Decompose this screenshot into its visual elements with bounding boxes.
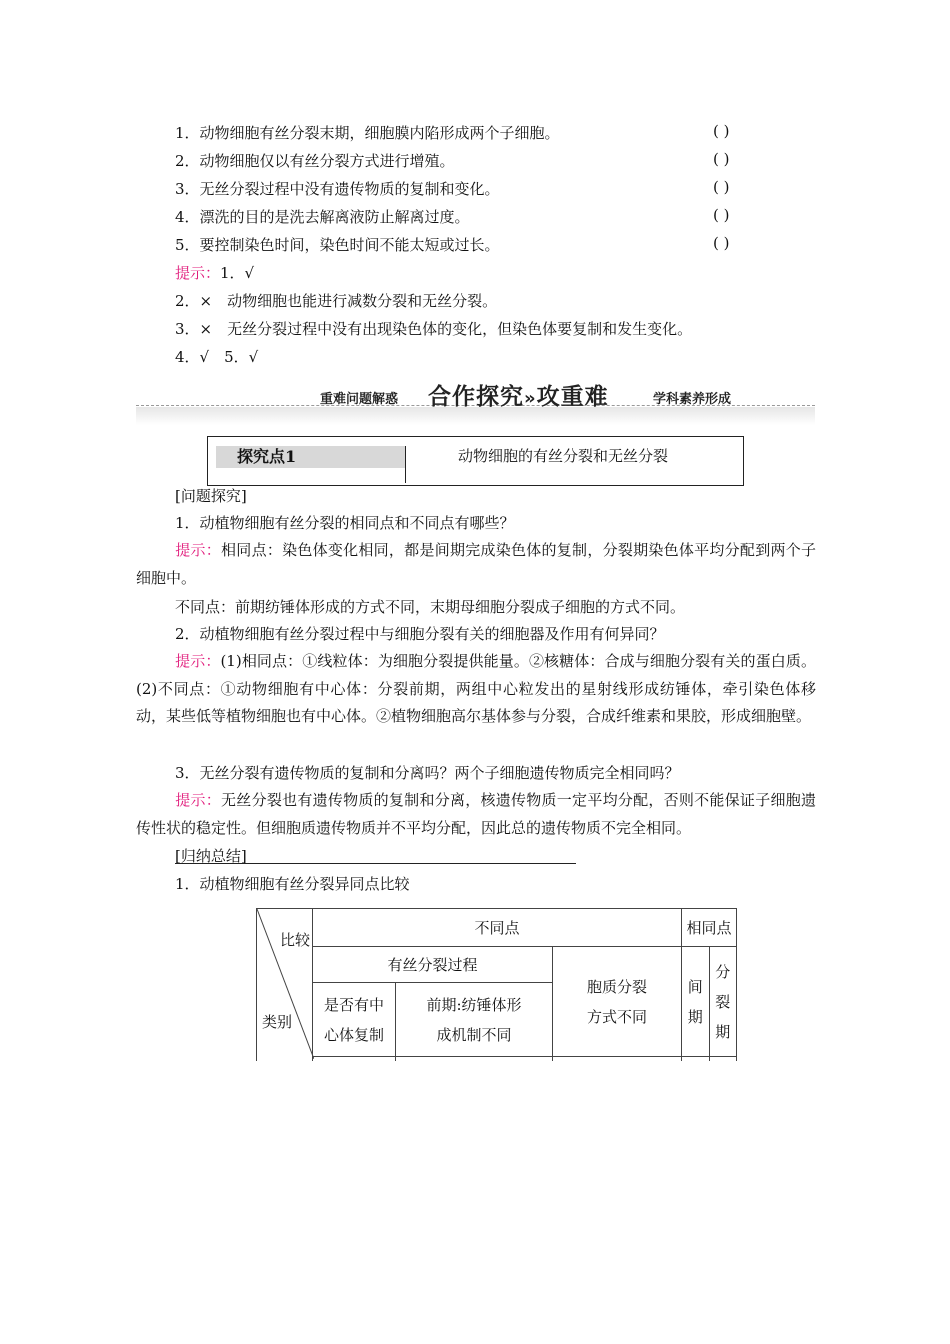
banner-title-main2: 攻重难 — [536, 384, 609, 410]
question-4: 4．漂洗的目的是洗去解离液防止解离过度。 — [175, 208, 470, 226]
summary-item-1: 1．动植物细胞有丝分裂异同点比较 — [175, 875, 410, 893]
header-prophase-text: 前期:纺锤体形成机制不同 — [426, 995, 522, 1044]
header-interphase — [682, 947, 710, 1057]
hint-answer-1 — [175, 262, 254, 283]
hint-label: 提示： — [175, 541, 222, 559]
header-cytokinesis-text: 胞质分裂方式不同 — [586, 977, 647, 1026]
banner-right-text: 学科素养形成 — [653, 392, 732, 407]
table-continuation-cell — [553, 1057, 682, 1061]
inquiry-answer-3 — [136, 787, 816, 842]
question-2: 2．动物细胞仅以有丝分裂方式进行增殖。 — [175, 152, 455, 170]
banner-title-main: 合作探究 — [428, 384, 524, 410]
table-continuation-cell — [396, 1057, 553, 1061]
answer-parens-1: ( ) — [713, 122, 730, 140]
header-compare: 比较 — [279, 931, 310, 949]
header-prophase — [396, 983, 553, 1057]
header-cytokinesis — [553, 947, 682, 1057]
question-1: 1．动物细胞有丝分裂末期，细胞膜内陷形成两个子细胞。 — [175, 124, 560, 142]
inquiry-answer-1 — [136, 537, 816, 592]
banner-title — [428, 378, 609, 411]
section-title: 动物细胞的有丝分裂和无丝分裂 — [458, 447, 669, 465]
answer-1: 1．√ — [220, 264, 255, 282]
banner-arrow-icon: » — [524, 388, 537, 409]
answer-parens-4: ( ) — [713, 206, 730, 224]
hint-label: 提示： — [175, 791, 222, 809]
header-category: 类别 — [262, 1012, 293, 1031]
header-centrosome — [313, 983, 396, 1057]
table-continuation-cell — [709, 1057, 737, 1061]
answer-2: 2．× 动物细胞也能进行减数分裂和无丝分裂。 — [175, 292, 498, 310]
inquiry-answer-2 — [136, 648, 816, 731]
section-tag-divider — [405, 446, 406, 483]
inquiry-question-2: 2．动植物细胞有丝分裂过程中与细胞分裂有关的细胞器及作用有何异同？ — [175, 625, 665, 643]
comparison-table — [256, 908, 737, 1061]
answer-3: 3．× 无丝分裂过程中没有出现染色体的变化，但染色体要复制和发生变化。 — [175, 320, 693, 338]
answer-different-points: 不同点：前期纺锤体形成的方式不同，末期母细胞分裂成子细胞的方式不同。 — [175, 598, 686, 616]
question-5: 5．要控制染色时间，染色时间不能太短或过长。 — [175, 236, 500, 254]
header-division-text: 分裂期 — [715, 962, 731, 1041]
banner-left-text: 重难问题解惑 — [320, 392, 399, 407]
answer-amitosis: 无丝分裂也有遗传物质的复制和分离，核遗传物质一定平均分配，否则不能保证子细胞遗传性状的稳定性。但细胞质遗传物质并不平均分配，因此总的遗传物质不完全相同。 — [136, 791, 816, 837]
header-diagonal-cell — [257, 909, 313, 1057]
table-continuation-cell — [682, 1057, 710, 1061]
answer-4-5: 4．√ 5．√ — [175, 348, 259, 366]
answer-organelles: (1)相同点：①线粒体：为细胞分裂提供能量。②核糖体：合成与细胞分裂有关的蛋白质。(2)不同点：①动物细胞有中心体：分裂前期，两组中心粒发出的星射线形成纺锤体，牵引染色体移动，某些低等植物细胞也有中心体。②植物细胞高尔基体参与分裂，合成纤维素和果胶，形成细胞壁。 — [136, 652, 816, 726]
header-interphase-text: 间期 — [687, 977, 703, 1026]
answer-same-points: 相同点：染色体变化相同，都是间期完成染色体的复制，分裂期染色体平均分配到两个子细胞中。 — [136, 541, 816, 587]
summary-heading: [归纳总结] — [175, 847, 247, 865]
table-continuation-cell — [313, 1057, 396, 1061]
answer-parens-2: ( ) — [713, 150, 730, 168]
header-different: 不同点 — [313, 909, 682, 947]
header-centrosome-text: 是否有中心体复制 — [323, 995, 384, 1044]
inquiry-heading: [问题探究] — [175, 487, 247, 505]
inquiry-question-3: 3．无丝分裂有遗传物质的复制和分离吗？两个子细胞遗传物质完全相同吗？ — [175, 764, 680, 782]
header-division — [709, 947, 737, 1057]
header-same: 相同点 — [682, 909, 737, 947]
hint-label: 提示： — [175, 652, 221, 670]
answer-parens-3: ( ) — [713, 178, 730, 196]
section-tag: 探究点1 — [237, 447, 297, 466]
answer-parens-5: ( ) — [713, 234, 730, 252]
question-3: 3．无丝分裂过程中没有遗传物质的复制和变化。 — [175, 180, 500, 198]
header-mitosis-process: 有丝分裂过程 — [313, 947, 553, 983]
inquiry-question-1: 1．动植物细胞有丝分裂的相同点和不同点有哪些？ — [175, 514, 515, 532]
hint-label: 提示： — [175, 264, 221, 282]
summary-underline — [175, 863, 576, 864]
